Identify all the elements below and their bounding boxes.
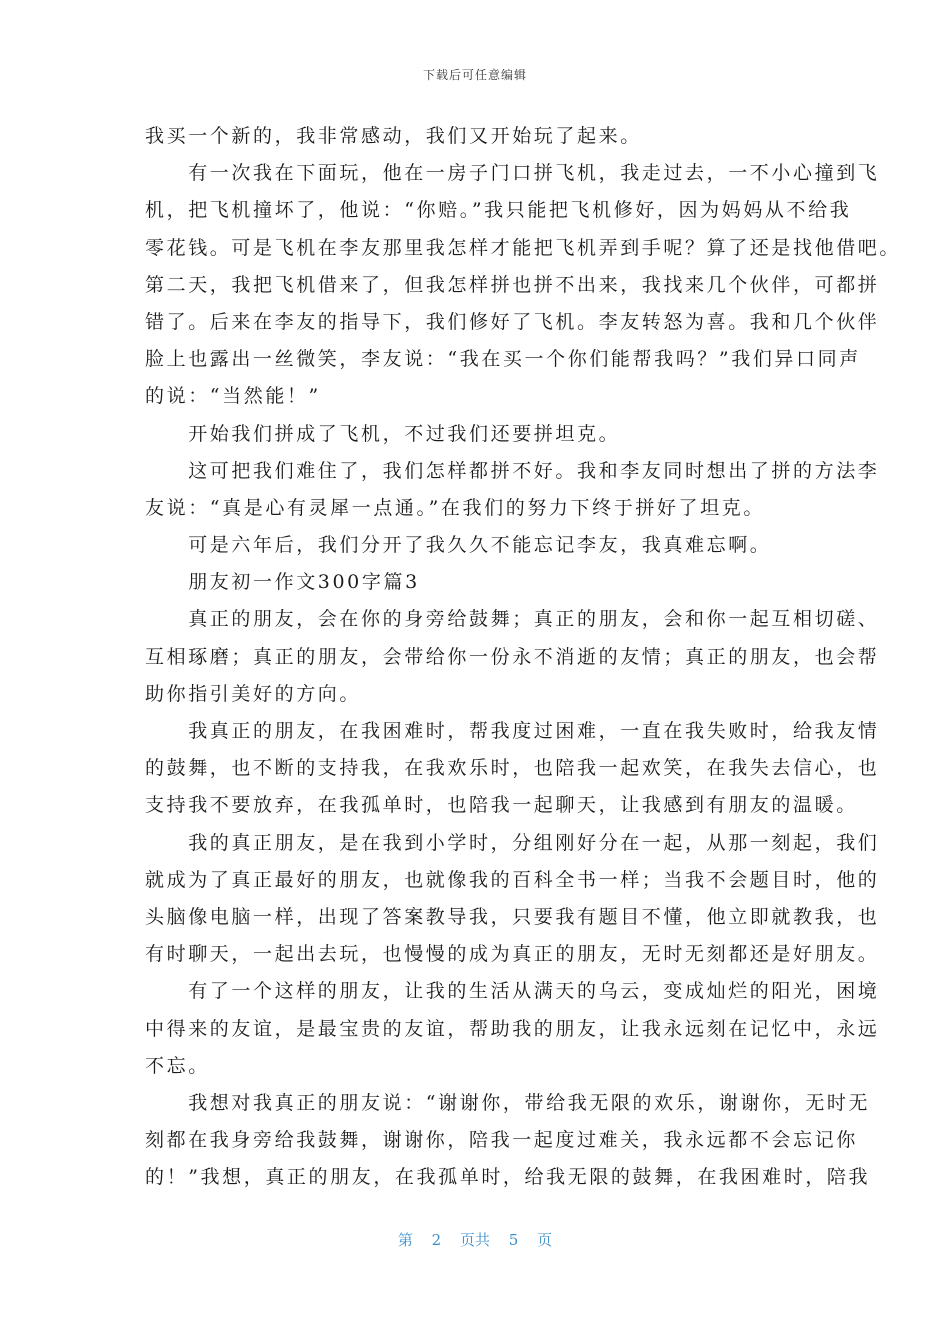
text-line: 支持我不要放弃，在我孤单时，也陪我一起聊天，让我感到有朋友的温暖。: [145, 794, 858, 817]
text-line: 助你指引美好的方向。: [145, 682, 362, 705]
text-line: 有了一个这样的朋友，让我的生活从满天的乌云，变成灿烂的阳光，困境: [145, 980, 880, 1003]
text-line: 的！”我想，真正的朋友，在我孤单时，给我无限的鼓舞，在我困难时，陪我: [145, 1166, 871, 1189]
text-line: 的鼓舞，也不断的支持我，在我欢乐时，也陪我一起欢笑，在我失去信心，也: [145, 757, 880, 780]
text-line: 我真正的朋友，在我困难时，帮我度过困难，一直在我失败时，给我友情: [145, 720, 880, 742]
total-pages: 5: [508, 1231, 519, 1249]
text-line: 我的真正朋友，是在我到小学时，分组刚好分在一起，从那一刻起，我们: [145, 831, 880, 854]
text-line: 机，把飞机撞坏了，他说：“你赔。”我只能把飞机修好，因为妈妈从不给我: [145, 199, 852, 222]
text-line: 头脑像电脑一样，出现了答案教导我，只要我有题目不懂，他立即就教我，也: [145, 905, 880, 928]
page-middle: 页共: [459, 1231, 490, 1249]
text-line: 开始我们拼成了飞机，不过我们还要拼坦克。: [145, 422, 621, 445]
text-line: 不忘。: [145, 1054, 210, 1077]
text-line: 真正的朋友，会在你的身旁给鼓舞；真正的朋友，会和你一起互相切磋、: [145, 608, 880, 631]
text-line: 中得来的友谊，是最宝贵的友谊，帮助我的朋友，让我永远刻在记忆中，永远: [145, 1017, 880, 1040]
page-prefix: 第: [397, 1231, 413, 1249]
text-line: 刻都在我身旁给我鼓舞，谢谢你，陪我一起度过难关，我永远都不会忘记你: [145, 1129, 858, 1152]
text-line: 友说：“真是心有灵犀一点通。”在我们的努力下终于拼好了坦克。: [145, 496, 765, 519]
text-line: 的说：“当然能！”: [145, 385, 321, 408]
page-header: 下载后可任意编辑: [422, 68, 527, 82]
page-number: 2: [431, 1231, 442, 1249]
section-heading: 朋友初一作文300字篇3: [145, 571, 420, 594]
document-body: [145, 118, 902, 1196]
page-footer: [0, 1229, 950, 1250]
text-line: 互相琢磨；真正的朋友，会带给你一份永不消逝的友情；真正的朋友，也会帮: [145, 645, 880, 668]
text-line: 第二天，我把飞机借来了，但我怎样拼也拼不出来，我找来几个伙伴，可都拼: [145, 273, 880, 296]
text-line: 零花钱。可是飞机在李友那里我怎样才能把飞机弄到手呢？算了还是找他借吧。: [145, 236, 902, 259]
text-line: 就成为了真正最好的朋友，也就像我的百科全书一样；当我不会题目时，他的: [145, 868, 880, 891]
text-line: 有一次我在下面玩，他在一房子门口拼飞机，我走过去，一不小心撞到飞: [145, 162, 880, 185]
text-line: 我想对我真正的朋友说：“谢谢你，带给我无限的欢乐，谢谢你，无时无: [145, 1091, 871, 1114]
text-line: 脸上也露出一丝微笑，李友说：“我在买一个你们能帮我吗？”我们异口同声: [145, 348, 861, 371]
page-suffix: 页: [537, 1231, 553, 1249]
text-line: 可是六年后，我们分开了我久久不能忘记李友，我真难忘啊。: [145, 534, 772, 557]
text-line: 错了。后来在李友的指导下，我们修好了飞机。李友转怒为喜。我和几个伙伴: [145, 310, 880, 333]
text-line: 这可把我们难住了，我们怎样都拼不好。我和李友同时想出了拼的方法李: [145, 459, 880, 482]
text-line: 有时聊天，一起出去玩，也慢慢的成为真正的朋友，无时无刻都还是好朋友。: [145, 943, 880, 966]
text-line: 我买一个新的，我非常感动，我们又开始玩了起来。: [145, 125, 642, 147]
